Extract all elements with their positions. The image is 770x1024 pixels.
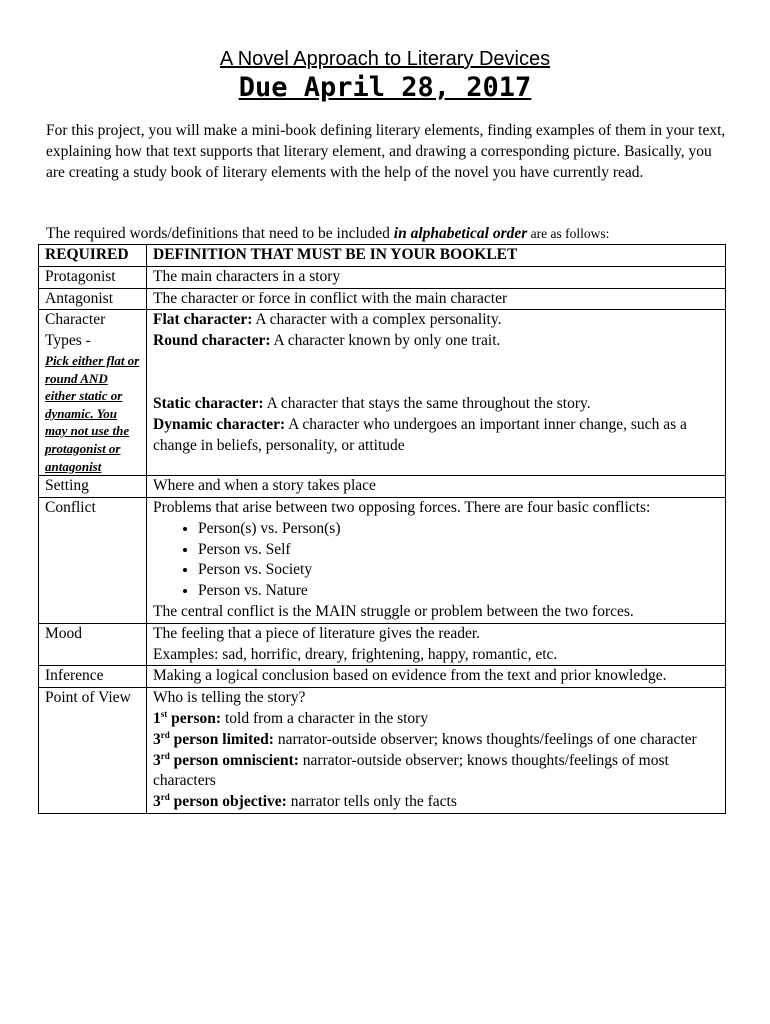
term-setting: Setting	[39, 476, 147, 498]
round-def: A character known by only one trait.	[270, 332, 501, 350]
def-setting: Where and when a story takes place	[147, 476, 726, 498]
literary-devices-table	[38, 244, 726, 814]
first-num: 1	[153, 709, 161, 727]
due-date: Due April 28, 2017	[238, 72, 532, 103]
required-instructions	[46, 223, 736, 244]
round-character	[153, 331, 719, 352]
term-character-types	[39, 310, 147, 476]
omni-def: narrator-outside observer; knows thoughts/feelings of most characters	[153, 751, 669, 790]
def-protagonist: The main characters in a story	[147, 266, 726, 288]
intro-paragraph: For this project, you will make a mini-book defining literary elements, finding examples of them in your text, explaining how that text supports that literary element, and drawing a corresponding picture. Basically, you are creating a study book of literary elements with the help of the novel you have currently read.	[46, 122, 726, 181]
table-row	[39, 623, 726, 666]
pov-third-omniscient	[153, 751, 719, 793]
table-row	[39, 476, 726, 498]
spacer	[153, 352, 719, 394]
table-row	[39, 688, 726, 814]
list-item: • Person vs. Society	[198, 560, 719, 581]
alphabetical-order-emphasis: in alphabetical order	[393, 225, 528, 242]
list-item: • Person(s) vs. Person(s)	[198, 519, 719, 540]
pov-third-objective	[153, 792, 719, 813]
dynamic-def: A character who undergoes an important inner change, such as a change in beliefs, personality, or attitude	[153, 415, 687, 454]
document-title: A Novel Approach to Literary Devices	[219, 48, 551, 70]
third-sup: rd	[160, 750, 170, 761]
pov-question: Who is telling the story?	[153, 689, 306, 707]
third-sup: rd	[160, 729, 170, 740]
objective-def: narrator tells only the facts	[286, 793, 457, 811]
first-label: person:	[167, 709, 222, 727]
limited-label: person limited:	[169, 730, 274, 748]
objective-label: person objective:	[169, 793, 287, 811]
dynamic-label: Dynamic character:	[153, 415, 286, 433]
pov-first-person	[153, 709, 719, 730]
omni-label: person omniscient:	[169, 751, 299, 769]
header-definition: DEFINITION THAT MUST BE IN YOUR BOOKLET	[147, 245, 726, 267]
flat-label: Flat character:	[153, 311, 253, 329]
def-character-types	[147, 310, 726, 476]
flat-def: A character with a complex personality.	[252, 311, 502, 329]
conflict-list	[153, 519, 719, 602]
mood-examples: Examples: sad, horrific, dreary, frightening, happy, romantic, etc.	[153, 645, 558, 663]
first-sup: st	[160, 708, 168, 719]
static-def: A character that stays the same throughout the story.	[263, 394, 591, 412]
term-conflict: Conflict	[39, 497, 147, 623]
def-antagonist: The character or force in conflict with the main character	[147, 288, 726, 310]
term-mood: Mood	[39, 623, 147, 666]
static-character	[153, 394, 719, 415]
required-text-after: are as follows:	[527, 226, 610, 241]
def-conflict	[147, 497, 726, 623]
third-num: 3	[153, 793, 161, 811]
conflict-definition: Problems that arise between two opposing forces. There are four basic conflicts:	[153, 498, 651, 516]
term-inference: Inference	[39, 666, 147, 688]
third-num: 3	[153, 730, 161, 748]
mood-definition: The feeling that a piece of literature gives the reader.	[153, 624, 481, 642]
table-row	[39, 666, 726, 688]
dynamic-character	[153, 415, 719, 457]
conflict-closing: The central conflict is the MAIN struggle or problem between the two forces.	[153, 602, 634, 620]
character-types-label: Character Types -	[45, 311, 106, 350]
table-row	[39, 497, 726, 623]
list-item: • Person vs. Self	[198, 540, 719, 561]
pov-third-limited	[153, 730, 719, 751]
limited-def: narrator-outside observer; knows thoughts/feelings of one character	[273, 730, 697, 748]
table-row	[39, 266, 726, 288]
required-text-before: The required words/definitions that need to be included	[46, 225, 394, 242]
third-num: 3	[153, 751, 161, 769]
static-label: Static character:	[153, 394, 264, 412]
def-point-of-view	[147, 688, 726, 814]
round-label: Round character:	[153, 332, 271, 350]
table-header-row	[39, 245, 726, 267]
list-item: • Person vs. Nature	[198, 581, 719, 602]
flat-character	[153, 310, 719, 331]
term-protagonist: Protagonist	[39, 266, 147, 288]
def-mood	[147, 623, 726, 666]
character-types-note: Pick either flat or round AND either static or dynamic. You may not use the protagonist or antagonist	[45, 352, 140, 474]
table-row	[39, 310, 726, 476]
term-point-of-view: Point of View	[39, 688, 147, 814]
first-def: told from a character in the story	[221, 709, 429, 727]
term-antagonist: Antagonist	[39, 288, 147, 310]
def-inference: Making a logical conclusion based on evidence from the text and prior knowledge.	[147, 666, 726, 688]
table-row	[39, 288, 726, 310]
third-sup: rd	[160, 791, 170, 802]
header-required: REQUIRED	[39, 245, 147, 267]
